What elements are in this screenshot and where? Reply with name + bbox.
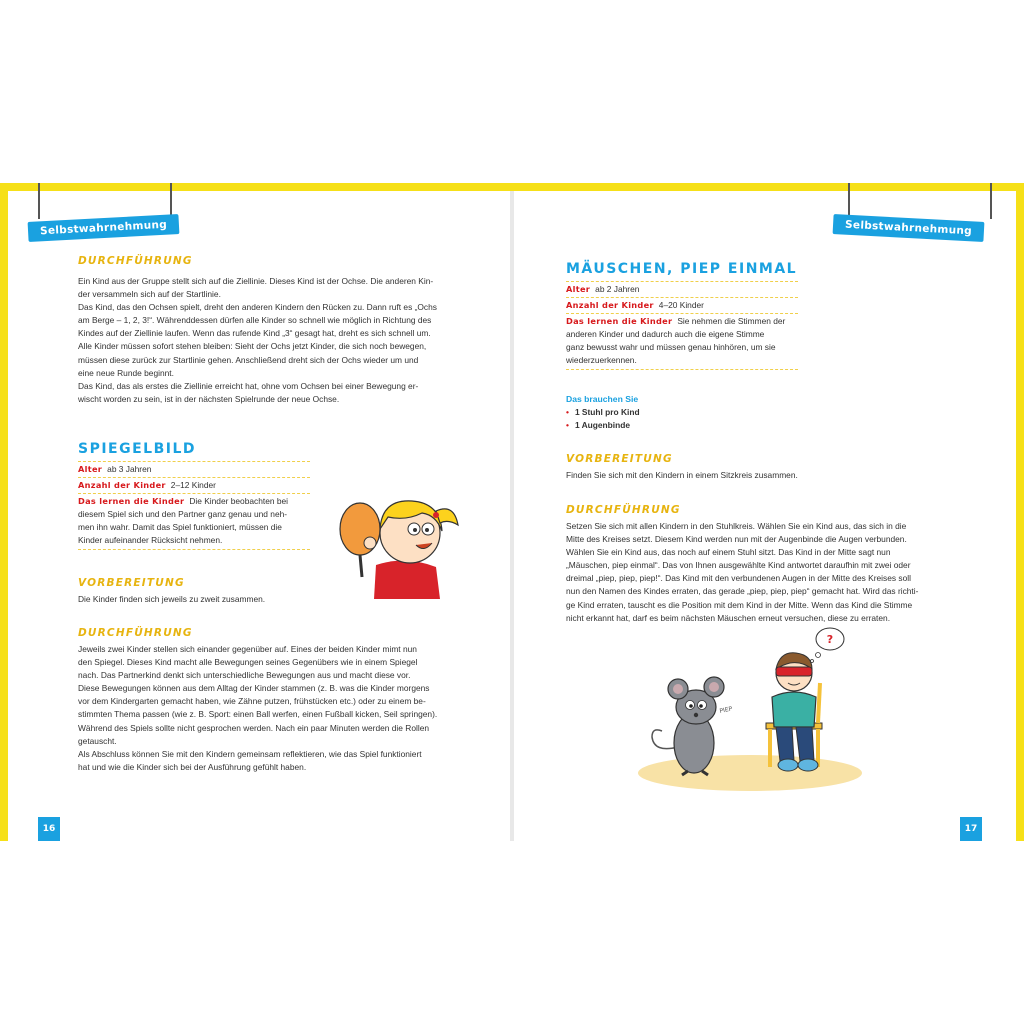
- question-mark-icon: ?: [826, 633, 834, 646]
- text-line: Mitte des Kreises setzt. Diesem Kind werden nun mit der Augenbinde die Augen verbunden.: [566, 534, 907, 545]
- text-line: Ein Kind aus der Gruppe stellt sich auf die Ziellinie. Dieses Kind ist der Ochse. Die anderen Kin-: [78, 276, 434, 286]
- text-line: wischt worden zu sein, ist in der nächsten Spielrunde der neue Ochse.: [78, 393, 340, 404]
- book-spread: [0, 183, 1024, 841]
- durchfuehrung-heading: DURCHFÜHRUNG: [78, 255, 193, 267]
- info-row-alter: [566, 281, 798, 298]
- lernen-label: Das lernen die Kinder: [566, 316, 673, 327]
- anzahl-value: 2–12 Kinder: [170, 480, 216, 491]
- text-line: Alle Kinder müssen sofort stehen bleiben: Sieht der Ochs jetzt Kinder, die sich noch bewegen,: [78, 341, 427, 352]
- anzahl-value: 4–20 Kinder: [658, 300, 704, 311]
- durchfuehrung-heading: DURCHFÜHRUNG: [78, 627, 193, 639]
- info-row-lernen: [78, 494, 310, 549]
- tag-string: [848, 183, 850, 219]
- page-number: 16: [38, 817, 60, 841]
- info-row-alter: [78, 461, 310, 478]
- game-info-box: [566, 281, 798, 370]
- girl-mirror-illustration: [336, 481, 464, 599]
- vorbereitung-heading: VORBEREITUNG: [566, 453, 673, 465]
- alter-value: ab 2 Jahren: [595, 284, 640, 294]
- left-page: [8, 191, 510, 841]
- tag-string: [990, 183, 992, 219]
- text-line: diesem Spiel sich und den Partner ganz genau und neh-: [78, 509, 288, 520]
- durchfuehrung-heading: DURCHFÜHRUNG: [566, 504, 681, 516]
- text-line: müssen diese zurück zur Startlinie gehen. Anschließend dreht sich der Ochs wieder um und: [78, 354, 419, 365]
- text-line: Als Abschluss können Sie mit den Kindern gemeinsam reflektieren, wie das Spiel funktioniert: [78, 748, 422, 759]
- alter-value: ab 3 Jahren: [107, 464, 152, 474]
- text-line: Kinder aufeinander Rücksicht nehmen.: [78, 535, 223, 546]
- alter-label: Alter: [566, 284, 591, 294]
- text-line: Das Kind, das den Ochsen spielt, dreht den anderen Kindern den Rücken zu. Dann ruft es „Ochs: [78, 302, 437, 313]
- intro-paragraph: [78, 275, 498, 406]
- lernen-label: Das lernen die Kinder: [78, 496, 185, 507]
- page-number: 17: [960, 817, 982, 841]
- list-item: • 1 Augenbinde: [566, 419, 640, 432]
- text-line: „Mäuschen, piep einmal“. Das von Ihnen ausgewählte Kind antwortet daraufhin mit zwei oder: [566, 560, 911, 571]
- tag-string: [38, 183, 40, 219]
- needs-heading: Das brauchen Sie: [566, 394, 639, 404]
- piep-text: PIEP: [718, 705, 733, 715]
- vorbereitung-text: Finden Sie sich mit den Kindern in einem Sitzkreis zusammen.: [566, 470, 798, 480]
- list-item: • 1 Stuhl pro Kind: [566, 406, 640, 419]
- text-line: men ihn wahr. Damit das Spiel funktioniert, müssen die: [78, 522, 282, 533]
- text-line: getauscht.: [78, 735, 117, 746]
- text-line: wiederzuerkennen.: [566, 355, 637, 366]
- text-line: Sie nehmen die Stimmen der: [677, 316, 786, 327]
- text-line: Während des Spiels sollte nicht gesprochen werden. Nach ein paar Minuten werden die Rollen: [78, 722, 430, 733]
- text-line: den Spiegel. Dieses Kind macht alle Bewegungen seines Gegenübers wie in einem Spiegel: [78, 657, 418, 668]
- text-line: nach. Das Partnerkind denkt sich unterschiedliche Bewegungen aus und macht diese vor.: [78, 670, 411, 681]
- info-row-lernen: [566, 314, 798, 369]
- needs-list: [566, 406, 640, 432]
- text-line: ge Kind erraten, tauscht es die Position mit dem Kind in der Mitte. Wenn das Kind die Stimme: [566, 599, 913, 610]
- durchfuehrung-paragraph: [566, 520, 996, 625]
- text-line: anderen Kinder und dadurch auch die eigene Stimme: [566, 329, 765, 340]
- text-line: Diese Bewegungen können aus dem Alltag der Kinder stammen (z. B. was die Kinder morgens: [78, 683, 430, 694]
- text-line: der versammeln sich auf der Startlinie.: [78, 289, 221, 300]
- text-line: vor dem Kindergarten gemacht haben, wie Zähne putzen, frühstücken etc.) oder zu einem be-: [78, 696, 426, 707]
- text-line: am Berge – 1, 2, 3!“. Währenddessen dürfen alle Kinder so schnell wie möglich in Richtung des: [78, 315, 432, 326]
- text-line: Die Kinder beobachten bei: [189, 496, 289, 507]
- section-tag: Selbstwahrnehmung: [28, 214, 180, 242]
- text-line: nicht erkannt hat, darf es beim nächsten Mäuschen erneut versuchen, diese zu erraten.: [566, 612, 891, 623]
- text-line: Das Kind, das als erstes die Ziellinie erreicht hat, ohne vom Ochsen bei einer Bewegung er-: [78, 380, 419, 391]
- text-line: ganz bewusst wahr und müssen genau hinhören, um sie: [566, 342, 776, 353]
- game-info-box: [78, 461, 310, 550]
- alter-label: Alter: [78, 464, 103, 474]
- text-line: Wählen Sie ein Kind aus, das noch auf einem Stuhl sitzt. Das Kind in der Mitte sagt nun: [566, 547, 891, 558]
- text-line: Setzen Sie sich mit allen Kindern in den Stuhlkreis. Wählen Sie ein Kind aus, das sich in die: [566, 521, 907, 531]
- right-page: [514, 191, 1016, 841]
- durchfuehrung-paragraph: [78, 643, 498, 774]
- anzahl-label: Anzahl der Kinder: [78, 480, 166, 491]
- game-title: SPIEGELBILD: [78, 441, 197, 457]
- text-line: stimmten Thema passen (wie z. B. Sport: einen Ball werfen, einen Fußball kicken, Seil springen).: [78, 709, 438, 720]
- text-line: eine neue Runde beginnt.: [78, 367, 174, 378]
- info-row-anzahl: [566, 298, 798, 314]
- anzahl-label: Anzahl der Kinder: [566, 300, 654, 311]
- game-title: MÄUSCHEN, PIEP EINMAL: [566, 261, 798, 277]
- text-line: Jeweils zwei Kinder stellen sich einander gegenüber auf. Eines der beiden Kinder mimt nun: [78, 644, 417, 654]
- vorbereitung-text: Die Kinder finden sich jeweils zu zweit zusammen.: [78, 594, 266, 604]
- mouse-child-illustration: [634, 627, 864, 793]
- text-line: Kindes auf der Ziellinie laufen. Wenn das rufende Kind „3“ gesagt hat, dreht es sich schnell um.: [78, 328, 431, 339]
- section-tag: Selbstwahrnehmung: [832, 214, 984, 242]
- info-row-anzahl: [78, 478, 310, 494]
- text-line: nun den Namen des Kindes erraten, das gerade „piep, piep, piep“ gemacht hat. Wird das richti-: [566, 586, 919, 597]
- text-line: dreimal „piep, piep, piep!“. Das Kind mit den verbundenen Augen in der Mitte des Kreises soll: [566, 573, 911, 584]
- vorbereitung-heading: VORBEREITUNG: [78, 577, 185, 589]
- text-line: hat und wie die Kinder sich bei der Ausführung gefühlt haben.: [78, 761, 307, 772]
